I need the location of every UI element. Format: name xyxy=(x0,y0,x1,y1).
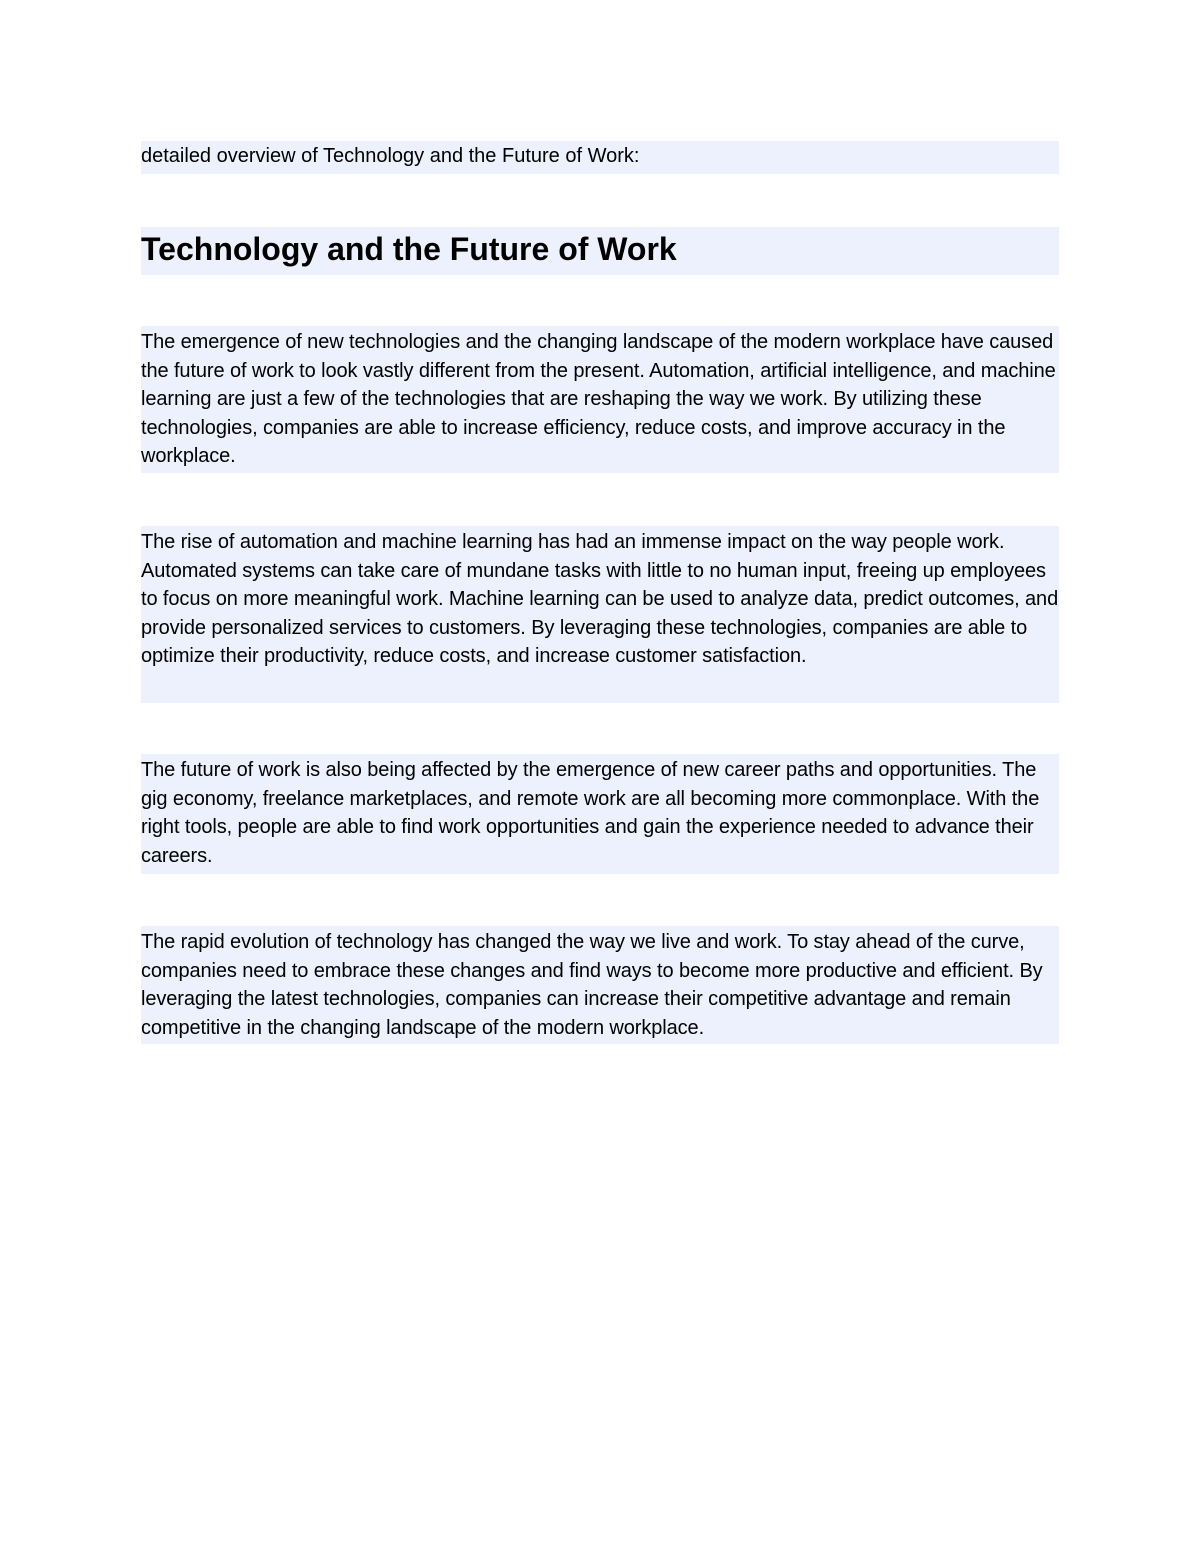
paragraph-emergence: The emergence of new technologies and the changing landscape of the modern workplace have caused the future of work to look vastly different from the present. Automation, artificial intelligence, and machine learning are just a few of the technologies that are reshaping the way we work. By utilizing these technologies, companies are able to increase efficiency, reduce costs, and improve accuracy in the workplace. xyxy=(141,326,1059,473)
paragraph-career-paths: The future of work is also being affected by the emergence of new career paths and opportunities. The gig economy, freelance marketplaces, and remote work are all becoming more commonplace. With the right tools, people are able to find work opportunities and gain the experience needed to advance their careers. xyxy=(141,754,1059,874)
intro-line: detailed overview of Technology and the Future of Work: xyxy=(141,141,1059,174)
paragraph-automation: The rise of automation and machine learning has had an immense impact on the way people work. Automated systems can take care of mundane tasks with little to no human input, freeing up employees to focus on more meaningful work. Machine learning can be used to analyze data, predict outcomes, and provide personalized services to customers. By leveraging these technologies, companies are able to optimize their productivity, reduce costs, and increase customer satisfaction. xyxy=(141,526,1059,703)
paragraph-conclusion: The rapid evolution of technology has changed the way we live and work. To stay ahead of the curve, companies need to embrace these changes and find ways to become more productive and efficient. By leveraging the latest technologies, companies can increase their competitive advantage and remain competitive in the changing landscape of the modern workplace. xyxy=(141,926,1059,1044)
page-title: Technology and the Future of Work xyxy=(141,227,1059,275)
